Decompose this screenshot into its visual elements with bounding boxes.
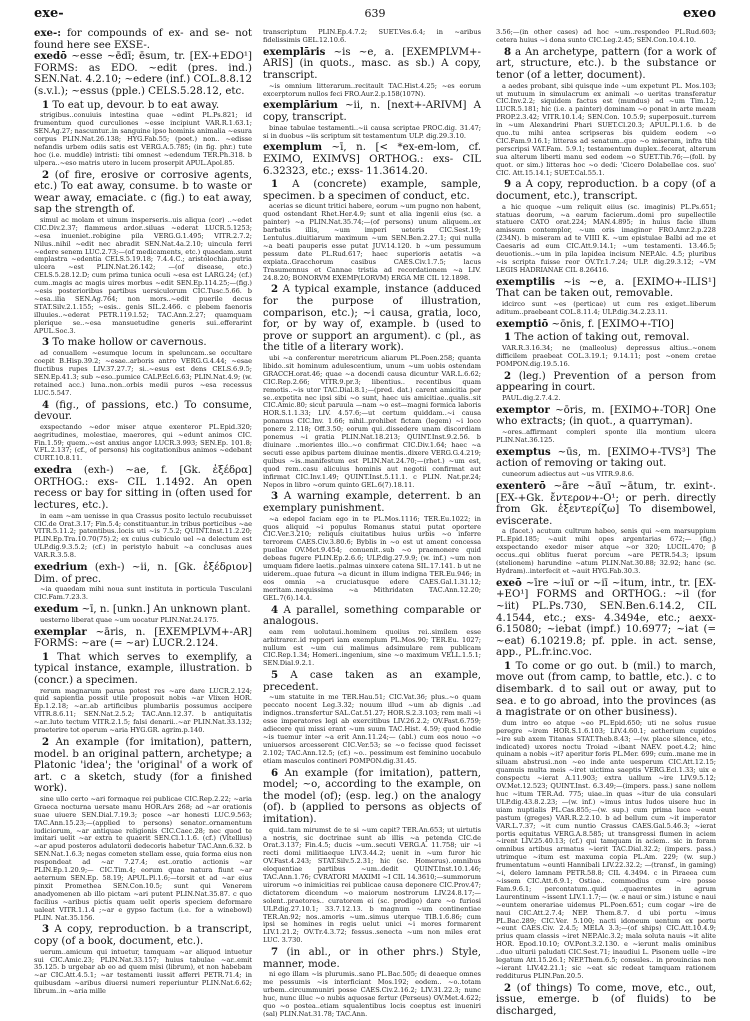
dictionary-entry [34,562,252,585]
entry-definition: (exh-) ~ii, n. [Gk. ἐξέδριον] Dim. of prec. [34,562,252,585]
sense-definition [496,371,716,394]
citation-block: uesterno liberat quae ~um uocatur PLIN.Nat.24.175. [40,615,219,624]
sense-text: An example (for imitation), pattern, model. b an original pattern, archetype; a Platonic 'idea'; the 'original' of a work of art. c a sketch, study (for a finished work). [34,736,252,795]
headword: exemptilis [496,275,555,288]
dictionary-entry [263,142,481,177]
headword: exemplārium [263,99,338,112]
citation-block: acerias se dicunt tritici habere, eorum ~um pugno non habent, quod ostendant Rhet.Her.4.9; sunt et alia ingenii eius (sc. a painter) ~a PLIN.Nat.35.74;—(of persons) unum aliquem..ex barbatis illis, ~um imperi ueteris CIC.Sest.19; Lentulus..diuitiarum maximum ~um SEN.Ben.2.27.1; qui nulla ~a beati pauperis esse putat JUV.14.120. b ~um pessumum pessum date PL.Rud.617; haec superioris aetatis ~a expiata..Gracchorum casibus CAES.Civ.1.7.5; lacus Trasumennus et Cannae tristia ad recordationem ~a LIV. 24.8.20; BONORVM EXEMP(LORVM) ERGA ME CIL 12.1898. [263,202,481,282]
sense-definition [34,924,252,947]
sense-definition [263,284,481,354]
running-head-last-word: exeo [683,6,716,21]
citation-block: sine ullo certo ~ari formaque rei publicae CIC.Rep.2.22; ~aria Graeca nocturna uersate manu HOR.Ars 268; ad ~ar orationis suae uiuere SEN.Dial.7.19.3; posce ~ar honesti LUC.9.563; TAC.Ann.15.23;—(applied to persons) senator..ornamentum iudiciorum, ~ar antiquae religionis CIC.Caec.28; nec quod te imitari uelit ~ar extra te quaerit SEN.Cl.1.1.6. (cf.) (Vitellius) ~ar apud posteros adulatorii dedecoris habetur TAC.Ann.6.32. b SEN.Nat.1.6.3; negas cometen stellam esse, quia forma eius non respondeat ad ~ar 7.27.4; est..oratio actionis ~ar PLIN.Ep.1.20.9;— CIC.Tim.4; eorum quae natura fiunt ~ar aeternum SEN.Ep. 58.19; APUL.Pl.1.6;—torsit et ad ~ar eius pinxit Promethea SEN.Con.10.5; sunt qui Venerem anadyomenen ab illo pictam ~ari putent PLIN.Nat.35.87. c quo facilius ~aribus pictis quam uelit operis speciem deformare ualeat VITR.1.1.4 ;~ar e gypso factum (i.e. for a winebowl) PLIN. Nat.35.156. [34,794,252,922]
sense-number: 2 [504,369,512,382]
sense-definition [34,652,252,687]
dictionary-entry [263,47,481,82]
sense-number: 1 [42,650,50,663]
sense-definition [34,737,252,795]
sense-text: (leg.) Prevention of a person from appearing in court. [496,370,716,394]
citation-block: ad conuallem ~esumque locum in speluncam..se occultare coepit B.Hisp.39.2; ~esae..arboris antro VERG.G.4.44; ~esae fluctibus rupes LIV.37.27.7; si..~esus est dens CELS.6.9.5; SEN.Ep.41.3; sub ~eso..pumice CALP.Ecl.6.63; PLIN.Nat.4.9; (w. retained acc.) luna..non..orbis medii puros ~esa recessus LUC.5.547. [34,349,252,397]
citation-block: ~ia quaedam mihi noua sunt instituta in porticula Tusculani CIC.Fam.7.23.3. [34,585,252,602]
sense-text: (in abl., or in other phrs.) Style, manner, mode. [263,947,481,970]
sense-number: 3 [42,336,50,349]
sense-text: a A copy, reproduction. b a copy (of a document, etc.), transcript. [496,179,716,203]
sense-text: (fig., of passions, etc.) To consume, devour. [34,399,252,423]
headword: exeō [496,576,522,589]
sense-text: A warning example, deterrent. b an exemplary punishment. [263,491,481,514]
entry-definition: ~āre ~āuī ~ātum, tr. exint-. [EX-+Gk. ἔντερον+-O¹; or perh. directly from Gk. ἐξεντερίζω] To disembowel, eviscerate. [496,480,716,527]
sense-definition [263,491,481,514]
sense-text: An example (for imitation), pattern, model; ~o, according to the example, on the model (of); (esp. leg.) on the analogy (of). b (applied to persons as objects of imitation). [263,767,481,825]
headword: exenterō [496,479,546,492]
sense-number: 3 [42,923,50,936]
sense-definition [34,337,252,349]
sense-number: 7 [271,946,279,959]
entry-definition: ~ī, n. [< *ex-em-lom, cf. EXIMO, EXIMVS] ORTHOG.: exs- CIL 6.32323, etc.; exss- 11.3614.20. [263,142,481,177]
citation-block: ~um statuite in me TER.Hau.51; CIC.Vat.36; plus..~o quam peccato nocent Leg.3.32; nouum illud ~um ab dignis ..ad indignos..transfertur SAL.Cat.51.27; HOR.S.2.3.103; rem mali ~i esse imperatores legi ab exercitibus LIV.26.2.2; OV.Fast.6.759; adiecere qui missi erant ~um suum TAC.Hist. 4.59; quod hodie ~is tuemur inter ~a erit Ann.11.24;— (abl.) cum eos nouo ~o uniuersos arcesserent CIC.Ver.53; se ~o fecisse quod fecisset 2.102; TAC.Ann.12.5; (cf.) ~o.. pessimum est feminino uocabulo etiam masculos contineri POMPON.dig.31.45. [263,693,481,765]
citation-block: ni ego illam ~is plurumis..sano PL.Bac.505; di deaeque omnes me pessumis ~is interficiant Mos.192; eodem.. ~o..totam urbem..circummuniri posse CAES.Civ.2.16.2; LIV.31.22.3; nunc huc, nunc illuc ~o nubis aquosae fertur (Perseus) OV.Met.4.622; quo ~o postea..etiam squalentibus locis coeptus est inueniri (sal) PLIN.Nat.31.78; TAC.Ann. [263,970,481,1018]
sense-text: (of things) To come, move, etc., out, issue, emerge. b (of fluids) to be discharged, [496,982,716,1017]
sense-text: To make hollow or cavernous. [49,337,207,349]
entry-definition: ~ōnis, f. [EXIMO+-TIO] [548,318,674,330]
citation-block: quid..tam mirumst de te si ~um capit? TER.An.653; ut uirtutis a nostris, sic doctrinae sunt ab illis ~a petenda CIC.de Orat.3.137; Fin.4.5; ducis ~um..secuti VERG.A. 11.758; uir ~i recti domi militiaeque LIV.3.44.2; uenit in ~um furor hic OV.Fast.4.243; STAT.Silv.5.2.31; hic (sc. Homerus)..omnibus eloquentiae partibus ~um..dedit QUINT.Inst.10.1.46; TAC.Ann.1.76; CVRATORI MAXIMI ~I CIL 14.3610;—summorum uirorum ~o inimicitias rei publicae causa deponere CIC.Prov.47; dictatorem dicendum ~o maiorum nostrorum LIV.24.8.17;—solent..praetores.. curatorem ei (sc. prodigo) dare ~o furiosi ULP.dig.27.10.1; 33.7.12.13. b magnum ~um continentiae TER.An.92; nos..amoris ~um..simus uterque TIB.1.6.86; cum ipsi se homines in regis uelut unici ~i mores formarent LIV.1.21.2; OV.Tr.4.3.72; fessus..senecta ~um non miles erat LUC. 3.730. [263,825,481,945]
sense-definition [263,670,481,693]
headword: exemplar [34,625,87,638]
citation-block: transcriptum PLIN.Ep.4.7.2; SUET.Ves.6.4; in ~aribus fidelissimis GEL.12.10.6. [263,28,481,44]
sense-number: 9 [504,178,512,191]
citation-block: simul ac molam et uinum insperseris..uis aliqua (cor) ..~edet CIC.Div.2.37; flammeus ardor..siluas ~ederat LUCR.5.1253; ~esa inueniet..robigine pila VERG.G.1.495; VITR.2.7.2; Nilus..nihil ~edit nec abradit SEN.Nat.4a.2.10; uincula ferri ~edere senem LUC.2.73;—(of medicaments, etc.) quaedam..sunt emplastra ~edentia CELS.5.19.18; 7.4.4.C.; aristolochia..putria ulcera ~est PLIN.Nat.26.142; —(of disease, etc.) CELS.5.28.12.D; cum prima tunica oculi ~esa est LARG.24; (cf.) cum..magis ac magis uires morbus ~edit SEN.Ep.114.25;—(fig.) ~esis posterioribus partibus uersiculorum CIC.Tusc.5.66. b ~esa..ilia SEN.Ag.764; non mors..~edit puerile decus STAT.Silv.2.1.155; ~esis.. genis SIL.2.466. c plebem faenoris illuuies..~ederat PETR.119.l.52; TAC.Ann.2.27; quamquam plerique se..~esa mansuetudine generis sui..efferarint APUL.Soc.3. [34,215,252,335]
sense-definition [263,947,481,970]
citation-block: a hic quoque ~um reliquit eiius (sc. imaginis) PL.Ps.651; statuas deorum, ~a earum facierum..domi pro supellectile statuere CATO orat.224; MAN.4.895; in huius facie illum amissum contemplor, ~um oris imaginor FRO.Amr.2.p.228 (234N). b miseram ad te VIIII K. ~um epistulae Balbi ad me et Caesaris ad eum CIC.Att.9.14.1; ~um testamenti. 13.46.5; deuotionis..~um in pila lapidea incisum NEP.Alc. 4.5; pluribus ~is scripta fuisse reor OV.Tr.1.7.24; ULP. dig.29.3.12; ~VM LEGIS HADRIANAE CIL 8.26416. [496,202,716,274]
entry-definition: (exh-) ~ae, f. [Gk. ἐξέδρα] ORTHOG.: exs- CIL 1.1492. An open recess or bay for sitting in (often used for lectures, etc.). [34,465,252,511]
citation-block: ubi ~a conferentur meretricum aliarum PL.Poen.258; quanta libido..sit hominum adulescentium, unum ~um uobis ostendam GRACCH.orat.46; quae ~a docendi causa dicuntur VAR.L.6.62; CIC.Rep.2.66; VITR.9.pr.3; libentius.. recentibus quam remotis..~is utor TAC.Dial.8.1;—(pred. dat.) carent amicitia per se..expetita nec ipsi sibi ~o sunt, haec uis amicitiae..qualis..sit CIC.Amic.80; sicut paruula —nam ~o est—magni formica laboris HOR.S.1.1.33; LIV. 4.57.6;—ut certum quiddam..~i causa ponamus CIC.Inv. 1.66; nihil..prohibet fictam (legem) ~i loco ponere 2.118; Off.3.50; eorum qui..dissedere unam discordiam ponemus ~i gratia PLIN.Nat.18.213; QUINT.Inst.9.2.56. b diuinare ..morientes illo..~o confirmat CIC.Div.1.64; haec ~a secuti esse apibus partem diuinae mentis..dixere VERG.G.4.219; quibus ~is..manifestum est PLIN.Nat.24.70;—(rhet.) ~um est, quod rem..casu alicuius hominis aut negotii confirmat aut infirmat CIC.Inv.1.49; QUINT.Inst.5.11.1. c PLIN. Nat.pr.24; Nepos in libro ~orum quinto GEL.6(7).18.11. [263,354,481,489]
sense-number: 2 [42,735,50,748]
citation-block: ~is omnium litterarum..recitault TAC.Hist.4.25; ~es eorum excerptorum nullos feci FRO.Aur.2.p.158(107N). [263,81,481,98]
sense-definition [496,983,716,1018]
dictionary-entry [34,604,252,616]
citation-block: exspectando ~edor miser atque exenteror PL.Epid.320; aegritudines, molestiae, maerores, qui ~edunt animos CIC. Fin.1.59; quem..~est anxius angor LUCR.3.993; SEN.Ep. 101.8; V.FL.2.137; (cf., of persons) his cogitationibus animos ~edebant CURT.10.8.11. [34,422,252,463]
sense-text: The action of taking out, removal. [511,332,690,344]
dictionary-entry [34,51,252,97]
sense-number: 2 [42,168,50,181]
entry-definition: ~is ~e, a. [EXEMPLVM+-ARIS] (in quots., masc. as sb.) A copy, transcript. [263,46,481,81]
page-number: 639 [364,7,386,20]
sense-number: 8 [504,45,512,58]
sense-definition [34,100,252,112]
column-3 [496,28,716,1018]
sense-number: 4 [42,398,50,411]
sense-text: A typical example, instance (adduced for the purpose of illustration, comparison, etc.); ~i causa, gratia, loco, for, or by way of, example. b (used to prove or support an argument). c (pl., as the title of a literary work). [263,284,481,354]
citation-block: strigibus..conuiuis intestina quae ~edint PL.Ps.821; id frumentum quod curculiones ~esse incipiunt VAR.R.1.63.1; SEN.Ag.27; nascuntur..in sanguine ipso hominis animalia ~esura corpus PLIN.Nat.26.138; HYG.Fab.55; (poet.) non.. ~edisse nefandis urbem odiis satis est VERG.A.5.785; (in fig. phr.) tute hoc (i.e. muddle) intristi: tibi omnest ~edendum TER.Ph.318. b ulpera..~eso matris utero in lucem proserpit APUL.Apol.85. [34,111,252,167]
sense-text: To eat up, devour. b to eat away. [49,99,220,111]
sense-definition [34,170,252,216]
headword: exemplum [263,141,322,154]
sense-text: A copy, reproduction. b a transcript, copy (of a book, document, etc.). [34,924,252,947]
sense-definition [34,400,252,423]
dictionary-entry [496,578,716,659]
sense-text: That which serves to exemplify, a typical instance, example, illustration. b (concr.) a specimen. [34,651,252,686]
sense-number: 2 [271,283,279,296]
headword: exedra [34,464,73,477]
headword: exedrium [34,561,88,574]
sense-number: 5 [271,669,279,682]
headword: exe-: [34,27,62,39]
dictionary-entry [34,28,252,51]
citation-block: PAUL.dig.2.7.4.2. [502,393,561,402]
entry-definition: ~ī, n. [unkn.] An unknown plant. [78,604,251,616]
headword: exedum [34,603,79,616]
dictionary-entry [496,277,716,300]
sense-definition [263,179,481,202]
sense-definition [496,179,716,202]
sense-text: A case taken as an example, precedent. [263,670,481,693]
sense-text: To come or go out. b (mil.) to march, move out (from camp, to battle, etc.). c to disembark. d to sail out or away, put to sea. e to go abroad, into the provinces (as a magistrate or on other business). [496,660,716,719]
running-head-first-word: exe- [34,6,64,21]
citation-block: a aedes probant, sibi quisque inde ~um expetunt PL. Mos.103; ut mutuum in simulacrum ex animali ~o ueritas transferatur CIC.Inv.2.2; siquidem factus est (mundus) ad ~um Tim.12; LUCR.5.181; hic (i.e. a painter) dominam ~o ponat in arte meam PROP.2.3.42; VITR.10.1.4; SEN.Con. 10.5.9; superposuit..turrem in ~um Alexandrini Phari SUET.Cl.20.3; APUL.Pl.1.6. b de quo..tu mihi antea scripseras bis quidem eodem ~o CIC.Fam.9.16.1; litteras ad senatum..quo ~o miseram, infra tibi perscripsi VAT.Fam. 5.9.1; testamentum duplex..fecerat, alterum sua alterum liberti manu sed eodem ~o SUET.Tib.76;—(foll. by quot. or sim.) litteras hoc ~o dedi: 'Cicero Dolabellae cos. suo' CIC. Att.15.14.1; SUET.Cal.55.1. [496,81,716,177]
sense-text: (of fire, erosive or corrosive agents, etc.) To eat away, consume. b to waste or wear away, emaciate. c (fig.) to eat away, sap the strength of. [34,169,252,216]
citation-block: binae tabulae testamenti..~ii causa scriptae PROC.dig. 31.47; si in duobus ~iis scriptum sit testamentum ULP. dig.29.3.10. [263,123,481,140]
sense-number: 4 [271,603,279,616]
citation-block: VAR.R.3.16.34; ne (malleolus) depressus altius..~onem difficilem praebeat COL.3.19.1; 9.14.11; post ~onem cretae POMPON.dig.19.5.16. [496,344,716,368]
sense-number: 3 [271,490,279,503]
sense-number: 6 [271,766,279,779]
headword: exedō [34,50,67,63]
sense-number: 1 [271,178,279,191]
citation-block: in eam ~am uenisse in qua Crassus posito lectulo recubuisset CIC.de Orat.3.17; Fin.5.4; constituantur..in tribus porticibus ~ae VITR.5.11.2; patentibus..locis uti ~is 7.5.2; QUINT.Inst.11.2.20; PLIN.Ep.Tra.10.70(75).2; ex cuius cubiculo uel ~a delectum est ULP.dig.9.3.5.2; (cf.) in peristylo habuit ~a conclusas aues VAR.R.3.5.8. [34,511,252,560]
sense-definition [263,605,481,628]
citation-block: cuneorum adiectus aut ~us VITR.9.8.6. [502,470,634,478]
citation-block: eam rem uolutaui..hominem quoiius rei..similem esse arbitrarer..id repperi iam exemplum PL.Mos.90; TER.Eu. 1027; nullum est ~um cui malimus adsimulare rem publicam CIC.Rep.1.34; Homeri..ingenium, sine ~o maximum VELL.1.5.1; SEN.Dial.9.2.1. [263,627,481,668]
dictionary-entry [263,100,481,123]
entry-definition: ~āris, n. [EXEMPLVM+-AR] FORMS: ~are (= ~ar) LUCR.2.124. [34,626,252,650]
dictionary-entry [496,405,716,428]
citation-block: a (facet.) acutum cultrum habeo, senis qui ~em marsuppium PL.Epid.185; ~auit mihi opes argentarias 672;— (fig.) exspectando exedor miser atque ~or 320; LUCIL.470; β occus..qui oblitus fuerat porcum ~are PETR.54.3; ipsum (stelionem) harundine ~atum PLIN.Nat.30.88; 32.92; hanc (sc. Hydram)..interfecit et ~auit HYG.Fab.30.3. [496,527,716,575]
headword: exemptus [496,445,551,458]
sense-definition [496,661,716,719]
entry-definition: ~ūs, m. [EXIMO+-TVS³] The action of removing or taking out. [496,446,716,470]
sense-text: A (concrete) example, sample, specimen. b a specimen of conduct, etc. [263,179,481,202]
citation-block: uerum..amicum qui intuetur, tamquam ~ar aliquod intuetur sui CIC.Amic.23; PLIN.Nat.33.157; huius tabulae ~ar..emit 35.125. b urgebar ab eo ad quem misi (librum), et non habebam ~ar CIC.Att.4.5.1; ~ar testamenti iussit afferri PETR.71.4; in quibusdam ~aribus diuersi numeri reperiuntur PLIN.Nat.6.62; librum..in ~aria mille [34,947,252,996]
dictionary-entry [34,465,252,511]
entry-definition: ~is ~e, a. [EXIMO+-ILIS¹] That can be taken out, removable. [496,276,716,300]
sense-text: a An archetype, pattern (for a work of art, structure, etc.). b the substance or tenor (of a letter, document). [496,46,716,81]
entry-definition: ~īre ~iuī or ~iī ~itum, intr., tr. [EX-+EO¹] FORMS and ORTHOG.: ~il (for ~iit) PL.Ps.730, SEN.Ben.6.14.2, CIL 4.1544, etc.; exs- 4.3494e, etc.; aexx- 6.15080; ~iebat (impf.) 10.6977; ~iat (= ~eat) 6.10219.8; pf. pple. in act. sense, app., PL.fr.inc.voc. [496,577,716,659]
sense-number: 1 [504,331,512,344]
sense-definition [263,768,481,826]
citation-block: idcirco sunt ~es (perticae) ut cum res exiget..liberum aditum..praebeant COL.8.11.4; ULP.dig.34.2.23.11. [496,300,716,316]
sense-number: 1 [42,98,50,111]
entry-definition: ~ōris, m. [EXIMO+-TOR] One who extracts; (in quot., a quarryman). [496,404,716,428]
headword: exemptiō [496,317,549,330]
sense-definition [496,47,716,82]
entry-definition: for compounds of ex- and se- not found here see EXSE-. [34,28,252,51]
headword: exemptor [496,403,550,416]
entry-definition: ~esse ~ēdī; ēsum, tr. [EX-+EDO¹] FORMS: as EDO. ~edit (pres. ind.) SEN.Nat. 4.2.10; ~edere (inf.) COL.8.8.12 (s.v.l.); ~essus (pple.) CELS.5.28.12, etc. [34,51,253,97]
sense-definition [496,332,716,344]
entry-definition: ~ii, n. [next+-ARIVM] A copy, transcript. [263,100,481,123]
citation-block: dum intro eo atque ~eo PL.Epid.650; uti ne solus rusue peregre ~irem HOR.S.1.6.103; LIV.4.60.1; aetherium cupidos ~ire sub axem Titanas STAT.Theb.8.43; —(w. place silence, etc., indicated) uxores noctu Troiad ~ibant NAEV. poet.4.2; hinc quinam a nobis ~it? aperitur foris PL.Mer. 699; cum..mane me in siluam abstrusi..non ~eo inde ante uesperum CIC.Att.12.15; quamuis multa meis ~iret uictima saeptis VERG.Ecl.1.33; uix e conspectu ~ierat A.11.903; extra uallum ~ire LIV.9.5.12; OV.Met.12.523; QUINT.Inst. 6.3.49;—(impers. pass.) sane nollem huc ~itum TER.Ad. 775; uiae..in quas ~itur de uia consulari ULP.dig.43.8.2.23; —(w. inf.) ~imus intus ludos uisere huc in uiam nuptialis PL.Cas.855;—(w. sup.) cum prima luce ~eunt pastum (greges) VAR.R.2.2.10. b ad bellum cum ~it imperator VAR.L.7.37; ~it cum nuntio Crassus CAES.Gal.5.46.3; ~ierat portis equitatus VERG.A.8.585; ut transgressi flumen in aciem ~irent LIV.25.40.13; (cf.) qui tamquam in aciem.. sic in foram omnibus artibus armatus ~ierit TAC.Dial.32.2; (impers. pass.) utrimque ~itum est maxuma copia PL.Am. 229; (w. sup.) frumentatum ~eunti Hannibali LIV.22.32.2; —(transf., in gaming) ~i, delero lamnam PETR.58.8; CIL 4.3494. c in Piraeea cum ~issem CIC.Att.6.9.1; Ostiae.. commodius cum ~ire posse Fam.9.6.1; percontatum..quid ..quaerentes in agrum Laurentinum ~issent LIV.1.1.7;— (w. e naui or sim.) istunc e naui ~euntem onerariae uidemus PL.Poen.651; cum cogar ~ire de naui CIC.Att.2.7.4; NEP. Them.8.7. d ubi portu ~imus PL.Bac.289; CIC.Ver. 5.100; nacti idoneum uentum ex portu ~eunt CAES.Civ. 2.4.5; MELA 3.3;—(of ships) CIC.Att.10.4.9; prius quam classis ~iret NEP.Alc.3.2; mala soluta nauis ~it alite HOR. Epod.10.10; OV.Pont.3.2.130. e ~ierunt malis ominibus ..duo ulturii paludati CIC.Sest.71; inaudiui L. Pisonem uelle ~ire legatum Att.15.26.1; NEP.Them.6.5; consules.. in prouincias non ~ierant LIV.42.21.1; sic ~eat sic redeat tamquam rationem redditurus PLIN.Pan.20.5. [496,718,716,980]
column-2 [263,28,481,1021]
citation-block: rerum magnarum parua potest res ~are dare LUCR.2.124; quid sapientia possit utile proposuit nobis ~ar Vlixen HOR. Ep.1.2.18; ~ar..ab artificibus plumbariis possumus accipere VITR.8.6.11; SEN.Nat.2.5.2; TAC.Ann.12.37. b antiquitatis ~ar..luto tectum VITR.2.1.5; falsi denarii..~ar PLIN.Nat.33.132; praeterire tot operum ~aria HYG.GR. agrim.p.140. [34,686,252,735]
running-head [34,6,716,28]
citation-block: 3.56;—(in other cases) ad hoc ~um..respondeo PL.Rud.603; cetera huius ~i dona sunto CIC.Leg.2.45; SEN.Con.10.4.10. [496,28,716,44]
citation-block: ~ores..affirmant compleri sponte illa montium ulcera PLIN.Nat.36.125. [496,428,716,444]
headword: exemplāris [263,45,326,58]
citation-block: ~a edepol faciam ego in te PL.Mos.1116; TER.Eu.1022; in quos aliquid ~i populus Romanus statui putat oportere CIC.Ver.3.210; reliquis ciuitatibus huius urbis ~o inferre terrorem CAES.Civ.3.80.6; Byblis in ~o est ut ament concessa puellae OV.Met.9.454; conuenit..sub ~o praemonere quid debeas fugere PLIN.Ep.2.6.6; ULP.dig.27.9.9; (w. inf.) ~um non umquam fidere laetis..palmas uinxere catena SIL.17.141. b ut ne uiderem..quae futura ~a dicunt in illum indigna TER.Eu.946; in eos omnia ~a cruciatusque edere CAES.Gal.1.31.12; meritam..nequissima ~a Mithridaten TAC.Ann.12.20; GEL.7(6).14.4. [263,514,481,602]
sense-number: 2 [504,981,512,994]
dictionary-entry [496,447,716,470]
sense-text: A parallel, something comparable or analogous. [263,604,481,628]
dictionary-entry [34,627,252,650]
dictionary-entry [496,481,716,527]
dictionary-entry [496,319,716,331]
column-1 [34,28,252,998]
sense-number: 1 [504,659,512,672]
